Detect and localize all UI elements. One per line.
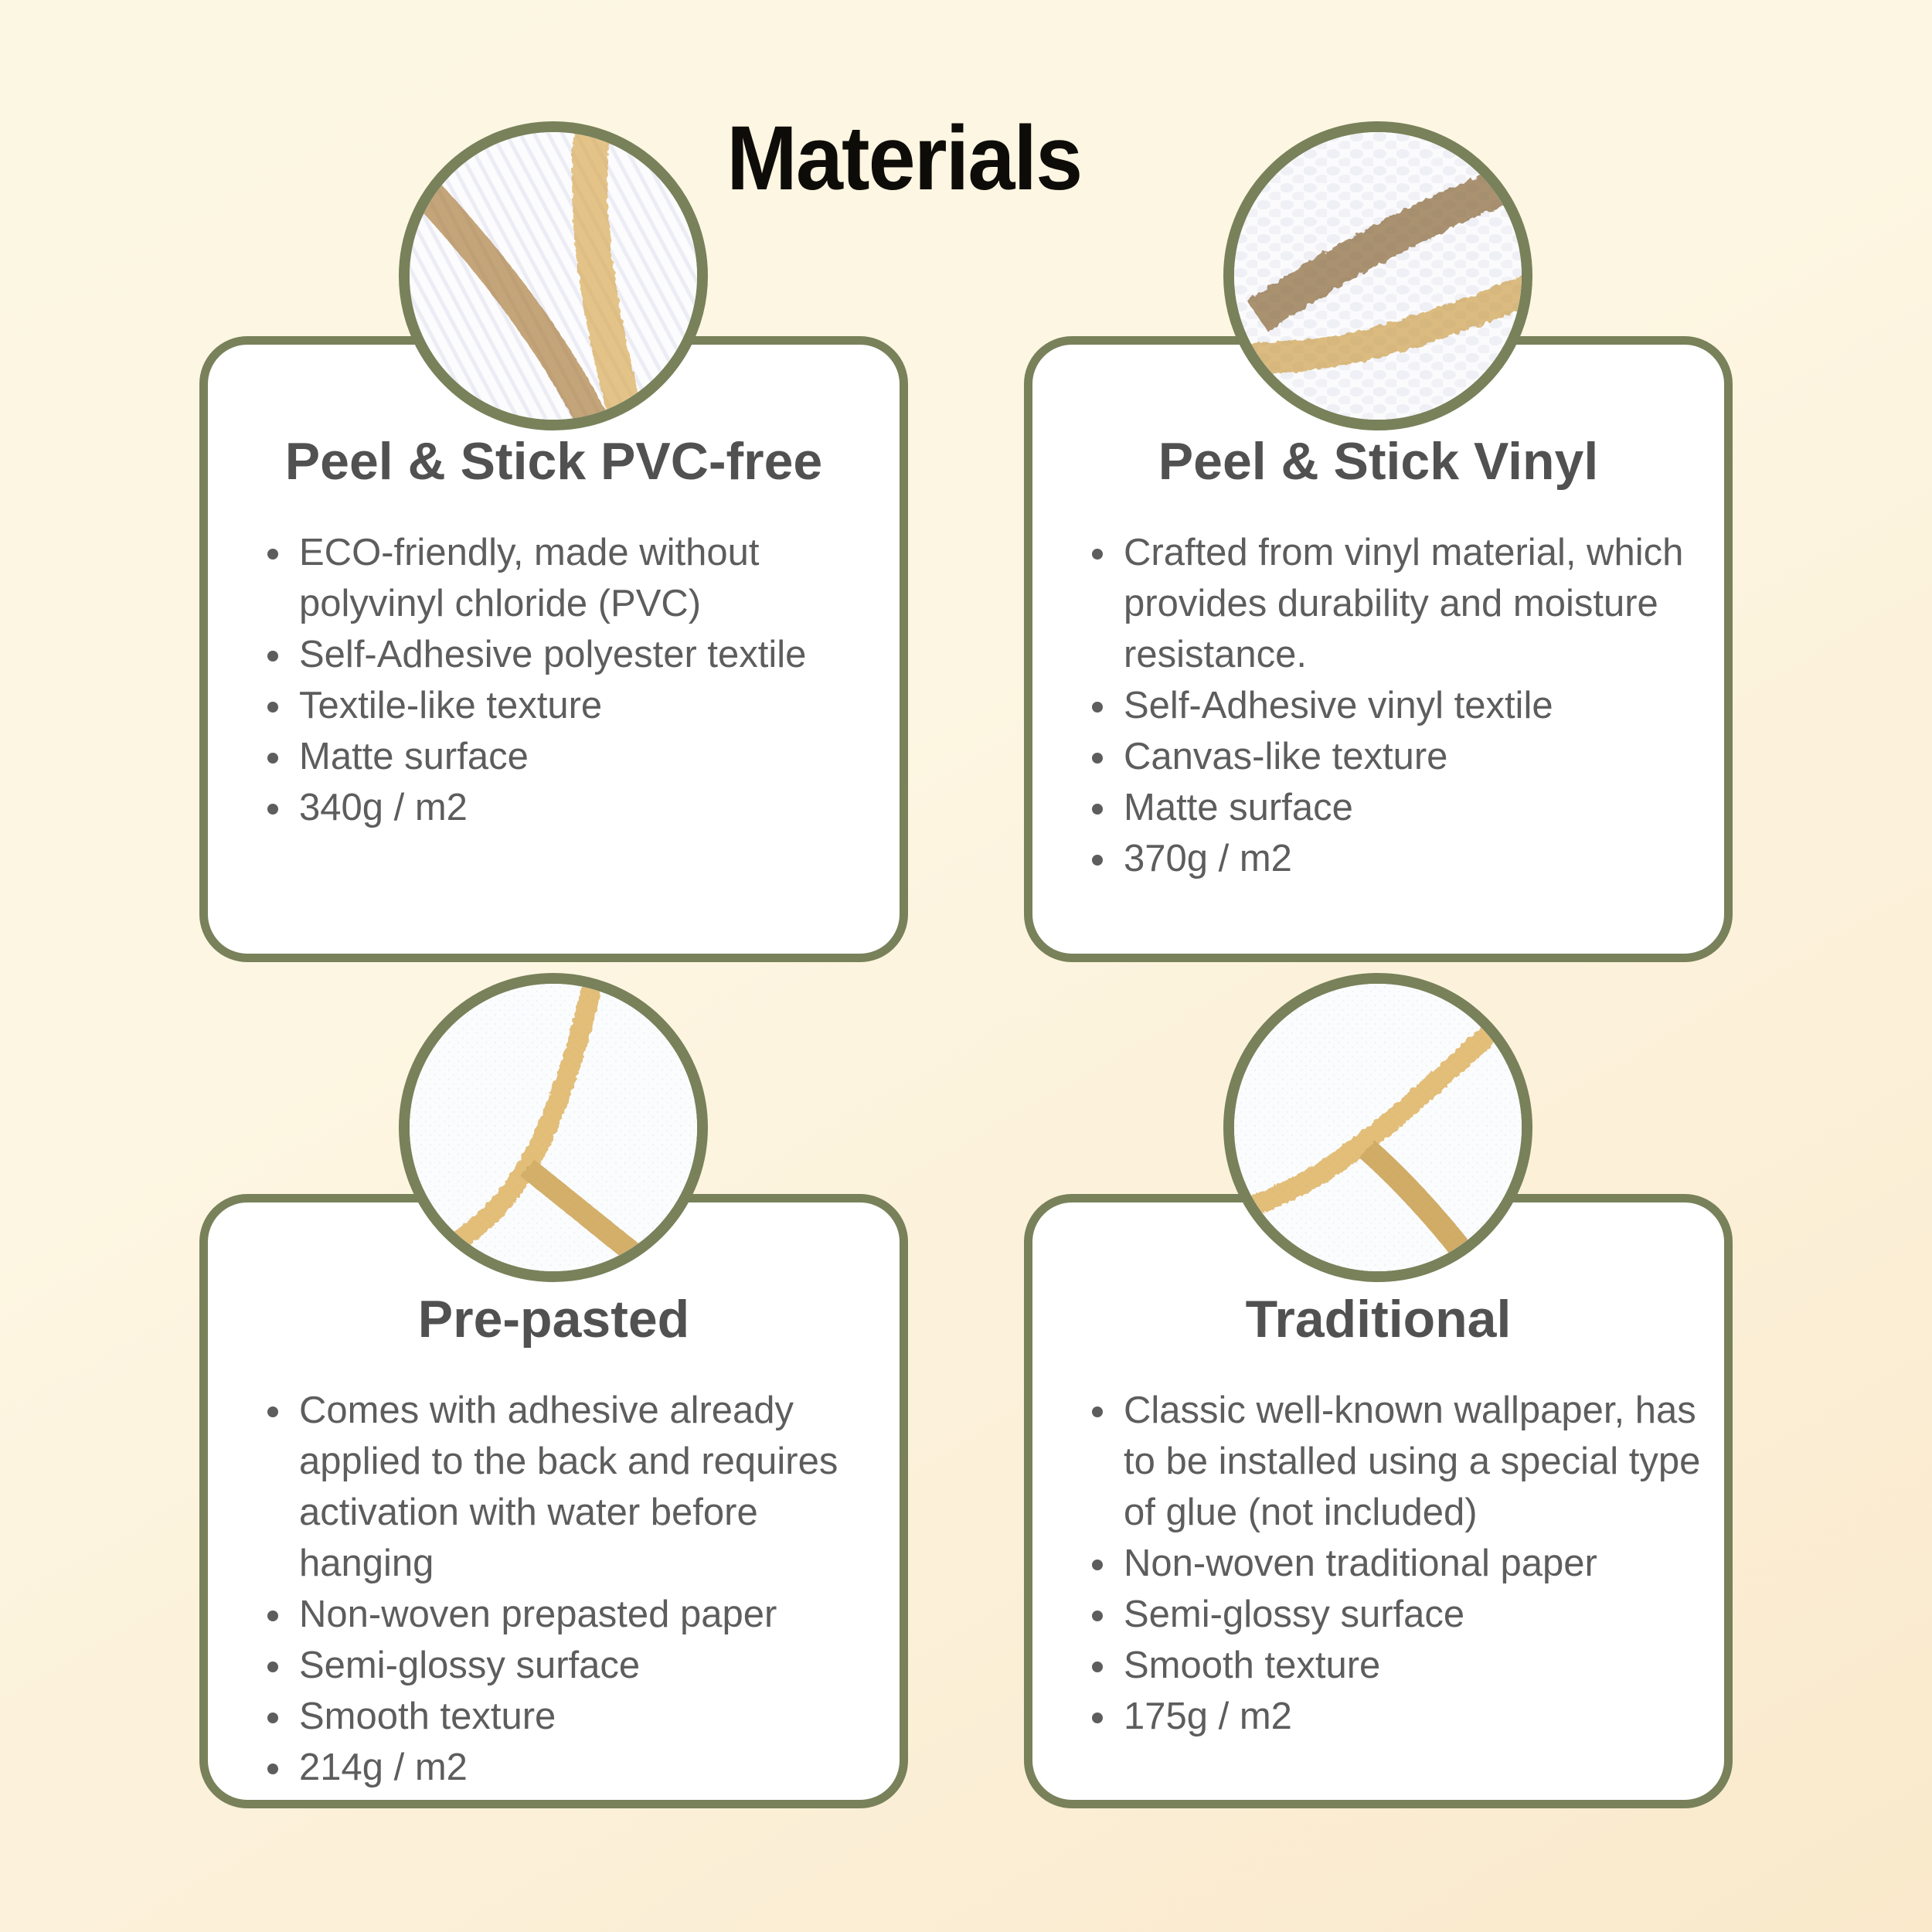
card-title: Peel & Stick Vinyl <box>1158 432 1599 491</box>
bullet-item: • Matte surface <box>1119 782 1701 833</box>
bullet-item: • Classic well-known wallpaper, has to be installed using a special type of glue (not included) <box>1119 1385 1701 1538</box>
card-title: Traditional <box>1245 1290 1512 1349</box>
bullet-item: • Self-Adhesive polyester textile <box>294 629 876 680</box>
bullet-item: • ECO-friendly, made without polyvinyl chloride (PVC) <box>294 527 876 629</box>
page-title: Materials <box>726 107 1082 210</box>
material-card-pre-pasted <box>199 1194 908 1808</box>
material-photo-peel-stick-pvc-free <box>399 121 708 430</box>
bullet-item: • Comes with adhesive already applied to the back and requires activation with water before hanging <box>294 1385 876 1589</box>
bullet-item: • Semi-glossy surface <box>294 1640 876 1691</box>
bullet-item: • Smooth texture <box>294 1691 876 1742</box>
card-title: Pre-pasted <box>417 1290 690 1349</box>
bullet-list <box>1032 1385 1724 1742</box>
fabric-texture-image <box>1234 132 1522 420</box>
bullet-list <box>208 527 900 833</box>
bullet-item: • 340g / m2 <box>294 782 876 833</box>
bullet-item: • 214g / m2 <box>294 1742 876 1793</box>
bullet-item: • Semi-glossy surface <box>1119 1589 1701 1640</box>
bullet-item: • Crafted from vinyl material, which provides durability and moisture resistance. <box>1119 527 1701 680</box>
paper-texture-image <box>1234 984 1522 1271</box>
bullet-item: • Self-Adhesive vinyl textile <box>1119 680 1701 731</box>
bullet-item: • 175g / m2 <box>1119 1691 1701 1742</box>
bullet-item: • Matte surface <box>294 731 876 782</box>
material-card-traditional <box>1024 1194 1733 1808</box>
bullet-item: • Canvas-like texture <box>1119 731 1701 782</box>
bullet-item: • Non-woven prepasted paper <box>294 1589 876 1640</box>
material-photo-pre-pasted <box>399 973 708 1282</box>
bullet-item: • 370g / m2 <box>1119 833 1701 884</box>
material-photo-peel-stick-vinyl <box>1223 121 1532 430</box>
bullet-item: • Textile-like texture <box>294 680 876 731</box>
bullet-list <box>1032 527 1724 884</box>
fabric-texture-image <box>410 132 697 420</box>
bullet-list <box>208 1385 900 1793</box>
paper-texture-image <box>410 984 697 1271</box>
card-title: Peel & Stick PVC-free <box>284 432 823 491</box>
bullet-item: • Non-woven traditional paper <box>1119 1538 1701 1589</box>
material-photo-traditional <box>1223 973 1532 1282</box>
bullet-item: • Smooth texture <box>1119 1640 1701 1691</box>
